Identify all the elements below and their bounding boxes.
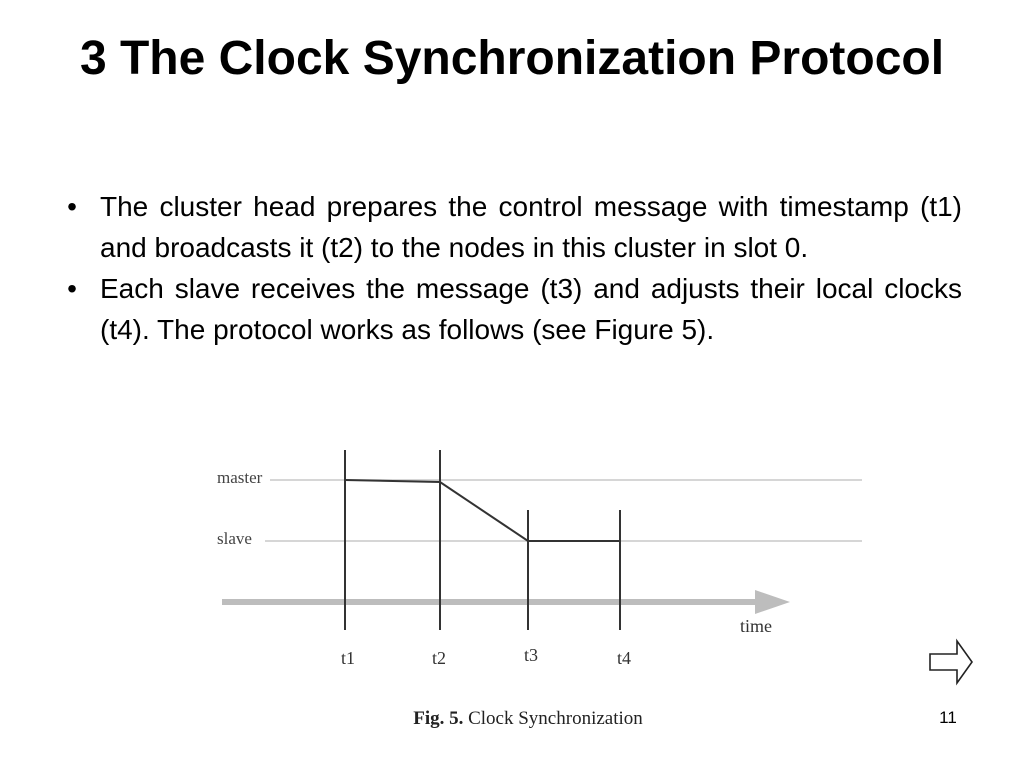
clock-sync-figure [190,440,890,675]
page-number: 11 [939,708,957,727]
bullet-text: Each slave receives the message (t3) and adjusts their local clocks (t4). The protocol works as follows (see Figure 5). [100,273,962,345]
bullet-item [60,186,962,268]
bullet-item [60,268,962,350]
tick-label-t4: t4 [616,648,632,668]
figure-caption [0,708,1024,730]
tick-label-t3: t3 [523,645,539,665]
time-axis-label: time [740,616,772,636]
slide-title: 3 The Clock Synchronization Protocol [79,32,945,85]
bullet-dot: • [67,273,77,304]
tick-label-t1: t1 [340,648,356,668]
tick-label-t2: t2 [431,648,447,668]
bullet-list [60,186,962,350]
time-axis-arrowhead [755,590,790,614]
slave-label: slave [217,529,252,548]
master-label: master [217,468,263,487]
message-path [345,480,620,541]
right-arrow-icon[interactable] [927,638,975,686]
bullet-dot: • [67,191,77,222]
figure-caption-prefix: Fig. 5. [413,708,464,729]
figure-caption-text: Clock Synchronization [468,708,643,729]
bullet-text: The cluster head prepares the control message with timestamp (t1) and broadcasts it (t2) to the nodes in this cluster in slot 0. [100,191,962,263]
